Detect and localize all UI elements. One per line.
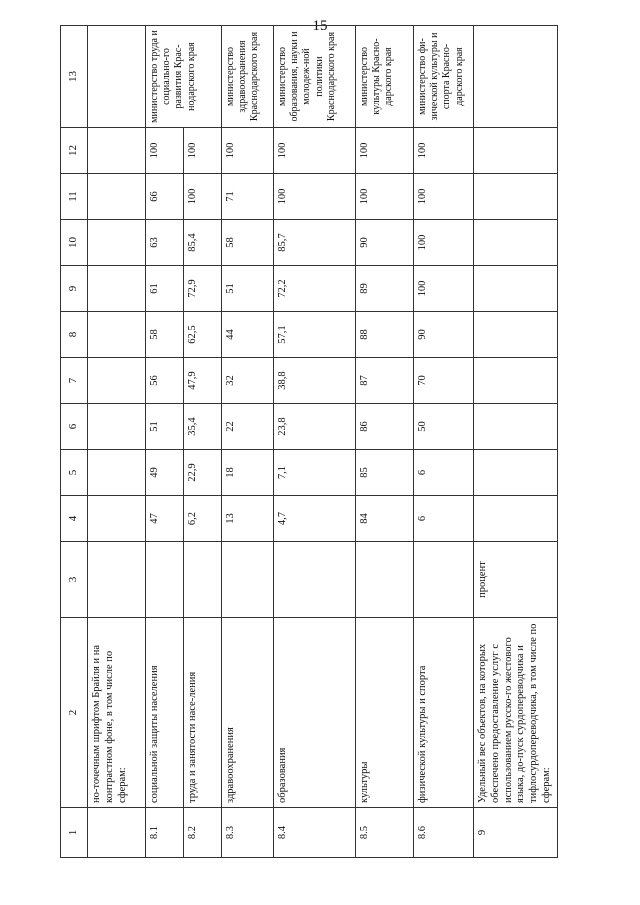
table-row [222, 26, 274, 858]
value-cell: 87 [356, 358, 414, 404]
row-number: 8.3 [222, 808, 274, 858]
value-cell [474, 450, 558, 496]
value-cell: 18 [222, 450, 274, 496]
value-cell: 90 [356, 220, 414, 266]
col-header: 6 [61, 404, 88, 450]
table-row [356, 26, 414, 858]
col-header: 11 [61, 174, 88, 220]
value-cell [474, 220, 558, 266]
unit-cell [146, 542, 184, 618]
col-header: 9 [61, 266, 88, 312]
sphere-label: культуры [356, 618, 414, 808]
value-cell: 32 [222, 358, 274, 404]
row-number: 8.6 [414, 808, 474, 858]
value-cell [474, 358, 558, 404]
continuation-text: но-точечным шрифтом Брайля и на контрастном фоне, в том числе по сферам: [88, 618, 146, 808]
value-cell: 88 [356, 312, 414, 358]
value-cell: 51 [222, 266, 274, 312]
sphere-label: социальной защиты населения [146, 618, 184, 808]
value-cell: 100 [414, 128, 474, 174]
value-cell: 63 [146, 220, 184, 266]
ministry-cell: министерство культуры Красно-дарского края [356, 26, 414, 128]
unit-cell [274, 542, 356, 618]
table-row [146, 26, 184, 858]
value-cell: 66 [146, 174, 184, 220]
col-header: 7 [61, 358, 88, 404]
value-cell [474, 496, 558, 542]
value-cell: 6,2 [184, 496, 222, 542]
col-header: 4 [61, 496, 88, 542]
table-row [184, 26, 222, 858]
row-number: 8.2 [184, 808, 222, 858]
value-cell: 100 [414, 174, 474, 220]
value-cell: 100 [414, 266, 474, 312]
value-cell: 58 [222, 220, 274, 266]
value-cell: 4,7 [274, 496, 356, 542]
value-cell: 7,1 [274, 450, 356, 496]
ministry-cell [474, 26, 558, 128]
value-cell [474, 174, 558, 220]
value-cell: 100 [184, 128, 222, 174]
sphere-label: труда и занятости насе-ления [184, 618, 222, 808]
col-header: 2 [61, 618, 88, 808]
value-cell [474, 312, 558, 358]
col-header: 13 [61, 26, 88, 128]
col-header: 3 [61, 542, 88, 618]
value-cell: 49 [146, 450, 184, 496]
value-cell: 84 [356, 496, 414, 542]
value-cell: 100 [184, 174, 222, 220]
value-cell: 38,8 [274, 358, 356, 404]
value-cell: 51 [146, 404, 184, 450]
value-cell: 50 [414, 404, 474, 450]
rotated-table-page [60, 30, 555, 858]
row-number: 9 [474, 808, 558, 858]
sphere-label: здравоохранения [222, 618, 274, 808]
ministry-cell: министерство труда и социально-го развития Крас-нодарского края [146, 26, 222, 128]
value-cell: 35,4 [184, 404, 222, 450]
row-number: 8.4 [274, 808, 356, 858]
value-cell: 56 [146, 358, 184, 404]
value-cell: 100 [146, 128, 184, 174]
value-cell: 86 [356, 404, 414, 450]
indicators-table [60, 25, 558, 858]
value-cell: 58 [146, 312, 184, 358]
col-header: 5 [61, 450, 88, 496]
row-number: 8.5 [356, 808, 414, 858]
value-cell: 62,5 [184, 312, 222, 358]
value-cell [474, 266, 558, 312]
value-cell: 13 [222, 496, 274, 542]
value-cell: 22 [222, 404, 274, 450]
ministry-cell: министерство образования, науки и молодеж-ной политики Краснодарского края [274, 26, 356, 128]
value-cell [474, 404, 558, 450]
value-cell: 71 [222, 174, 274, 220]
value-cell: 100 [274, 128, 356, 174]
unit-cell [414, 542, 474, 618]
value-cell: 100 [356, 128, 414, 174]
table-row [274, 26, 356, 858]
header-row [61, 26, 88, 858]
value-cell: 90 [414, 312, 474, 358]
value-cell: 100 [274, 174, 356, 220]
ministry-cell: министерство фи-зической культуры и спорта Красно-дарского края [414, 26, 474, 128]
col-header: 12 [61, 128, 88, 174]
unit-cell [222, 542, 274, 618]
value-cell [474, 128, 558, 174]
value-cell: 100 [414, 220, 474, 266]
value-cell: 57,1 [274, 312, 356, 358]
value-cell: 85 [356, 450, 414, 496]
table-row [474, 26, 558, 858]
value-cell: 70 [414, 358, 474, 404]
value-cell: 100 [222, 128, 274, 174]
unit-cell [356, 542, 414, 618]
sphere-label: образования [274, 618, 356, 808]
table-row [88, 26, 146, 858]
sphere-label: Удельный вес объектов, на которых обеспечено предоставление услуг с использованием русско-го жестового языка, до-пуск сурдопереводчика и тифлосурдопереводчика, в том числе по сферам: [474, 618, 558, 808]
value-cell: 85,7 [274, 220, 356, 266]
sphere-label: физической культуры и спорта [414, 618, 474, 808]
page-number: 15 [312, 18, 328, 34]
value-cell: 72,2 [274, 266, 356, 312]
value-cell: 100 [356, 174, 414, 220]
row-number: 8.1 [146, 808, 184, 858]
col-header: 8 [61, 312, 88, 358]
table-row [414, 26, 474, 858]
unit-cell: процент [474, 542, 558, 618]
value-cell: 72,9 [184, 266, 222, 312]
ministry-cell: министерство здравоохранения Краснодарского края [222, 26, 274, 128]
value-cell: 47,9 [184, 358, 222, 404]
unit-cell [184, 542, 222, 618]
value-cell: 6 [414, 450, 474, 496]
col-header: 1 [61, 808, 88, 858]
value-cell: 61 [146, 266, 184, 312]
value-cell: 85,4 [184, 220, 222, 266]
value-cell: 44 [222, 312, 274, 358]
value-cell: 47 [146, 496, 184, 542]
col-header: 10 [61, 220, 88, 266]
value-cell: 6 [414, 496, 474, 542]
value-cell: 89 [356, 266, 414, 312]
value-cell: 23,8 [274, 404, 356, 450]
value-cell: 22,9 [184, 450, 222, 496]
